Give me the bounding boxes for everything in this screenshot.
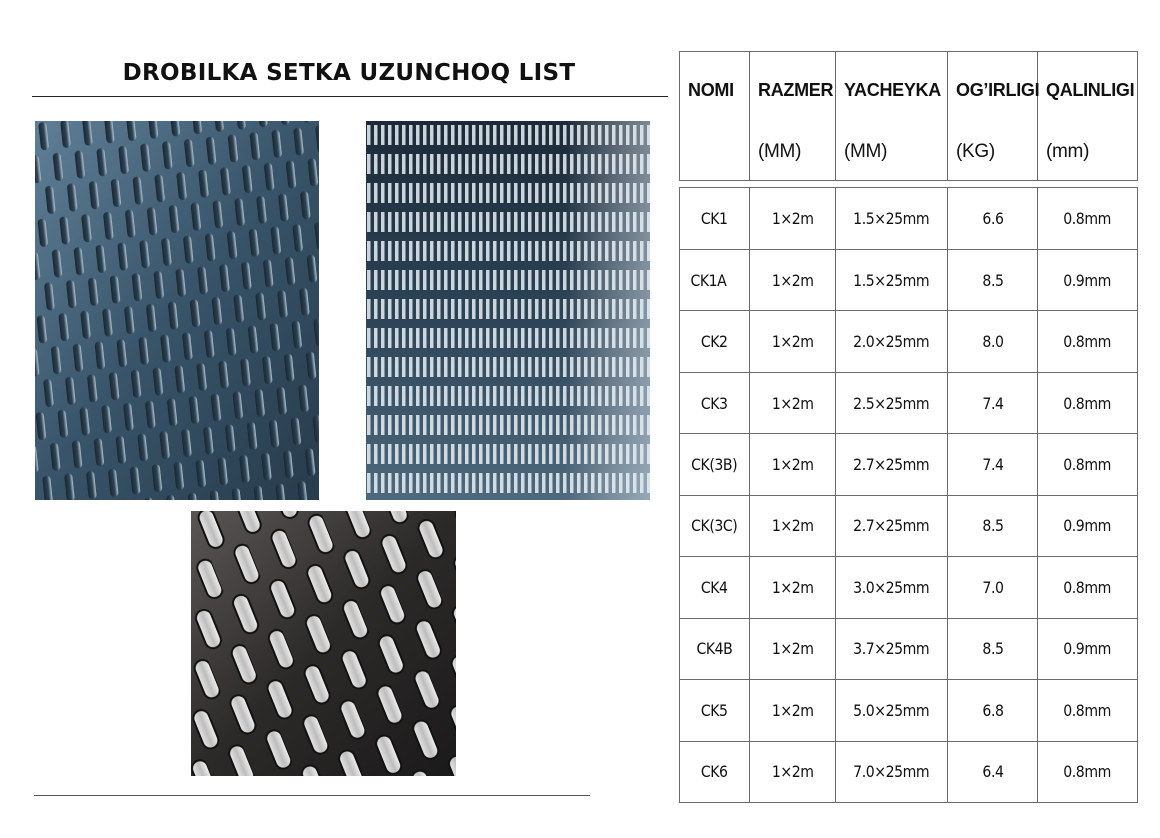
table-row <box>680 249 1138 310</box>
cell-razmer: 1×2m <box>750 249 836 310</box>
cell-yacheyka: 2.7×25mm <box>836 434 948 495</box>
cell-ogirligi: 7.4 <box>948 434 1038 495</box>
slotted-sheet-photo-dark <box>191 511 456 776</box>
cell-razmer: 1×2m <box>750 557 836 618</box>
header-qalinligi: QALINLIGI (mm) <box>1038 52 1138 181</box>
cell-razmer: 1×2m <box>750 372 836 433</box>
cell-yacheyka: 7.0×25mm <box>836 741 948 802</box>
cell-qalinligi: 0.8mm <box>1038 434 1138 495</box>
bottom-rule <box>34 795 590 796</box>
slotted-sheet-photo-bands <box>366 121 650 500</box>
header-razmer: RAZMER (MM) <box>750 52 836 181</box>
header-yacheyka: YACHEYKA (MM) <box>836 52 948 181</box>
header-ogirligi: OG’IRLIGI (KG) <box>948 52 1038 181</box>
cell-ogirligi: 6.4 <box>948 741 1038 802</box>
cell-razmer: 1×2m <box>750 680 836 741</box>
cell-nomi: CK4B <box>680 618 750 679</box>
cell-qalinligi: 0.8mm <box>1038 372 1138 433</box>
cell-ogirligi: 8.5 <box>948 495 1038 556</box>
cell-qalinligi: 0.9mm <box>1038 618 1138 679</box>
cell-yacheyka: 1.5×25mm <box>836 249 948 310</box>
page-title: DROBILKA SETKA UZUNCHOQ LIST <box>122 60 576 86</box>
cell-ogirligi: 6.6 <box>948 188 1038 249</box>
slotted-sheet-image <box>35 121 319 500</box>
cell-ogirligi: 8.5 <box>948 618 1038 679</box>
cell-qalinligi: 0.8mm <box>1038 311 1138 372</box>
cell-yacheyka: 5.0×25mm <box>836 680 948 741</box>
cell-qalinligi: 0.8mm <box>1038 188 1138 249</box>
table-row <box>680 741 1138 802</box>
cell-razmer: 1×2m <box>750 311 836 372</box>
cell-razmer: 1×2m <box>750 434 836 495</box>
cell-ogirligi: 7.0 <box>948 557 1038 618</box>
cell-yacheyka: 2.7×25mm <box>836 495 948 556</box>
table-row <box>680 557 1138 618</box>
specs-table <box>679 51 1138 803</box>
cell-qalinligi: 0.9mm <box>1038 249 1138 310</box>
cell-nomi: CK2 <box>680 311 750 372</box>
cell-razmer: 1×2m <box>750 618 836 679</box>
cell-yacheyka: 2.5×25mm <box>836 372 948 433</box>
slotted-sheet-photo-blue <box>35 121 319 500</box>
table-row <box>680 311 1138 372</box>
table-header-row <box>680 52 1138 181</box>
table-row <box>680 680 1138 741</box>
title-underline <box>32 96 668 97</box>
table-row <box>680 372 1138 433</box>
table-gap <box>680 181 1138 188</box>
cell-qalinligi: 0.8mm <box>1038 741 1138 802</box>
cell-nomi: CK1A <box>680 249 750 310</box>
cell-yacheyka: 2.0×25mm <box>836 311 948 372</box>
table-row <box>680 434 1138 495</box>
cell-nomi: CK1 <box>680 188 750 249</box>
cell-nomi: CK(3B) <box>680 434 750 495</box>
cell-nomi: CK4 <box>680 557 750 618</box>
cell-nomi: CK5 <box>680 680 750 741</box>
cell-yacheyka: 1.5×25mm <box>836 188 948 249</box>
table-row <box>680 495 1138 556</box>
table-row <box>680 618 1138 679</box>
cell-yacheyka: 3.0×25mm <box>836 557 948 618</box>
slotted-sheet-image <box>191 511 456 776</box>
cell-nomi: CK(3C) <box>680 495 750 556</box>
cell-qalinligi: 0.8mm <box>1038 557 1138 618</box>
header-nomi: NOMI <box>680 52 750 181</box>
cell-ogirligi: 6.8 <box>948 680 1038 741</box>
cell-qalinligi: 0.8mm <box>1038 680 1138 741</box>
cell-nomi: CK6 <box>680 741 750 802</box>
cell-ogirligi: 7.4 <box>948 372 1038 433</box>
cell-razmer: 1×2m <box>750 495 836 556</box>
slotted-sheet-image <box>366 121 650 500</box>
table-row <box>680 188 1138 249</box>
cell-ogirligi: 8.5 <box>948 249 1038 310</box>
cell-ogirligi: 8.0 <box>948 311 1038 372</box>
cell-yacheyka: 3.7×25mm <box>836 618 948 679</box>
cell-razmer: 1×2m <box>750 188 836 249</box>
cell-qalinligi: 0.9mm <box>1038 495 1138 556</box>
cell-razmer: 1×2m <box>750 741 836 802</box>
cell-nomi: CK3 <box>680 372 750 433</box>
